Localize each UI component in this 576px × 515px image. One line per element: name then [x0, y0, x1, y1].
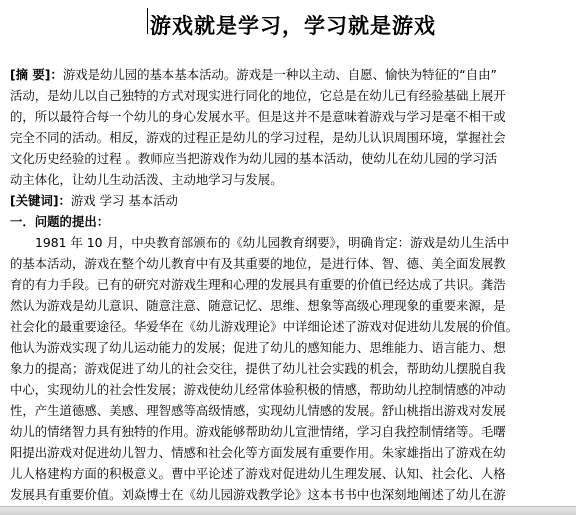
text-line[interactable]: 的，所以最符合每一个幼儿的身心发展水平。但是这并不是意味着游戏与学习是毫不相干或: [10, 109, 506, 124]
text-line[interactable]: 儿人格建构方面的积极意义。曹中平论述了游戏对促进幼儿生理发展、认知、社会化、人格: [10, 466, 506, 481]
text-line[interactable]: 发展具有重要价值。刘焱博士在《幼儿园游戏教学论》这本书书中也深刻地阐述了幼儿在游: [10, 487, 506, 502]
text-line[interactable]: 育的有力手段。已有的研究对游戏生理和心理的发展具有重要的价值已经达成了共识。龚浩: [10, 277, 506, 292]
section-heading[interactable]: 一．问题的提出：: [10, 214, 110, 229]
text-line[interactable]: 中心，实现幼儿的社会性发展；游戏使幼儿经常体验积极的情感，帮助幼儿控制情感的冲动: [10, 382, 506, 397]
text-line[interactable]: 他认为游戏实现了幼儿运动能力的发展；促进了幼儿的感知能力、思维能力、语言能力、想: [10, 340, 506, 355]
text-line[interactable]: 象力的提高；游戏促进了幼儿的社会交往，提供了幼儿社会实践的机会，帮助幼儿摆脱自我: [10, 361, 506, 376]
abstract-label: [摘 要]：: [10, 67, 63, 82]
text-line[interactable]: 完全不同的活动。相反，游戏的过程正是幼儿的学习过程，是幼儿认识周围环境，掌握社会: [10, 130, 506, 145]
text-line[interactable]: 阳提出游戏对促进幼儿智力、情感和社会化等方面发展有重要作用。朱家雄指出了游戏在幼: [10, 445, 506, 460]
text-line[interactable]: 社会化的最重要途径。华爱华在《幼儿游戏理论》中详细论述了游戏对促进幼儿发展的价值。: [10, 319, 519, 334]
keywords-value: 游戏 学习 基本活动: [70, 193, 178, 208]
text-line[interactable]: 的基本活动，游戏在整个幼儿教育中有及其重要的地位，是进行体、智、德、美全面发展教: [10, 256, 506, 271]
text-line[interactable]: 动主体化，让幼儿生动活泼、主动地学习与发展。: [10, 172, 283, 187]
text-line[interactable]: 1981 年 10 月，中央教育部颁布的《幼儿园教育纲要》，明确肯定：游戏是幼儿生活中: [35, 235, 510, 250]
text-line[interactable]: 活动，是幼儿以自己独特的方式对现实进行同化的地位，它总是在幼儿已有经验基础上展开: [10, 88, 506, 103]
abstract-line[interactable]: [10, 64, 570, 85]
text-line: 游戏是幼儿园的基本基本活动。游戏是一种以主动、自愿、愉快为特征的“自由”: [62, 67, 497, 82]
text-cursor: [147, 8, 148, 34]
document-title[interactable]: 游戏就是学习，学习就是游戏: [150, 13, 436, 38]
text-line[interactable]: 文化历史经验的过程 。教师应当把游戏作为幼儿园的基本活动，使幼儿在幼儿园的学习活: [10, 151, 498, 166]
keywords-label: [关键词]：: [10, 193, 71, 208]
text-line[interactable]: 性，产生道德感、美感、理智感等高级情感，实现幼儿情感的发展。舒山桃指出游戏对发展: [10, 403, 506, 418]
text-line[interactable]: 幼儿的情绪智力具有独特的作用。游戏能够帮助幼儿宣泄情绪，学习自我控制情绪等。毛曙: [10, 424, 506, 439]
text-line[interactable]: 然认为游戏是幼儿意识、随意注意、随意记忆、思维、想象等高级心理现象的重要来源，是: [10, 298, 506, 313]
keywords-line[interactable]: [10, 190, 570, 211]
